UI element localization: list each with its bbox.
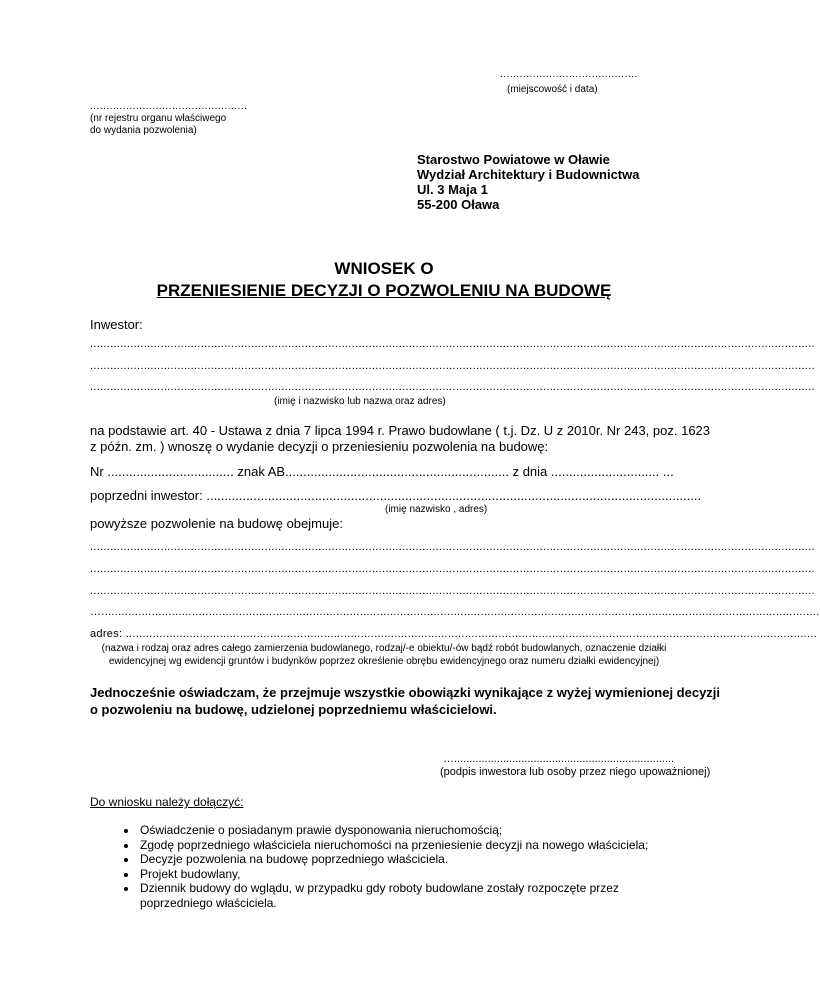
investor-line-3[interactable]: ........................................................................................................................................................................................................................ bbox=[90, 381, 815, 393]
permit-number-line[interactable]: Nr ................................... znak AB.............................................................. z dnia .............................. ... bbox=[90, 464, 674, 479]
place-date-dots[interactable]: .......................................... bbox=[500, 69, 638, 80]
attachment-item: • Oświadczenie o posiadanym prawie dysponowania nieruchomością; bbox=[138, 823, 738, 838]
attachments-list bbox=[88, 823, 738, 910]
address-line[interactable]: adres: .............................................................................................................................................................................................................. bbox=[90, 628, 818, 640]
signature-caption: (podpis inwestora lub osoby przez niego upoważnionej) bbox=[440, 766, 711, 778]
form-title-line-2-text: PRZENIESIENIE DECYZJI O POZWOLENIU NA BUDOWĘ bbox=[156, 281, 612, 300]
scope-line-1[interactable]: ........................................................................................................................................................................................................................ bbox=[90, 541, 815, 553]
recipient-line-4: 55-200 Oława bbox=[417, 197, 500, 212]
recipient-line-3: Ul. 3 Maja 1 bbox=[417, 182, 488, 197]
scope-line-4[interactable]: …...................................................................................................................................................................................................................... bbox=[90, 606, 820, 618]
scope-label: powyższe pozwolenie na budowę obejmuje: bbox=[90, 516, 343, 531]
register-label-2: do wydania pozwolenia) bbox=[90, 125, 197, 136]
place-date-label: (miejscowość i data) bbox=[507, 84, 598, 95]
recipient-address bbox=[417, 152, 639, 212]
investor-caption: (imię i nazwisko lub nazwa oraz adres) bbox=[274, 396, 446, 407]
register-number-dots[interactable]: ................................................ bbox=[90, 101, 248, 112]
declaration-line-2: o pozwoleniu na budowę, udzielonej poprzedniemu właścicielowi. bbox=[90, 702, 497, 717]
legal-basis-line-2: z późn. zm. ) wnoszę o wydanie decyzji o przeniesieniu pozwolenia na budowę: bbox=[90, 439, 549, 454]
scope-line-3[interactable]: ........................................................................................................................................................................................................................ bbox=[90, 585, 815, 597]
investor-line-2[interactable]: ........................................................................................................................................................................................................................ bbox=[90, 360, 815, 372]
legal-basis-line-1: na podstawie art. 40 - Ustawa z dnia 7 lipca 1994 r. Prawo budowlane ( t.j. Dz. U z 2010r. Nr 243, poz. 1623 bbox=[90, 423, 711, 438]
attachment-item: • Projekt budowlany, bbox=[138, 867, 738, 882]
recipient-line-2: Wydział Architektury i Budownictwa bbox=[417, 167, 640, 182]
attachment-item: • Decyzje pozwolenia na budowę poprzedniego właściciela. bbox=[138, 852, 738, 867]
address-caption-2: ewidencyjnej wg ewidencji gruntów i budynków poprzez określenie obrębu ewidencyjnego oraz numeru działki ewidencyjnej) bbox=[108, 656, 660, 667]
investor-label: Inwestor: bbox=[90, 317, 143, 332]
signature-dots[interactable]: …........................................................................ bbox=[443, 753, 675, 765]
form-title-line-2 bbox=[0, 281, 768, 301]
previous-investor-caption: (imię nazwisko , adres) bbox=[385, 504, 488, 515]
attachments-heading: Do wniosku należy dołączyć: bbox=[90, 795, 244, 809]
attachment-item: • Zgodę poprzedniego właściciela nieruchomości na przeniesienie decyzji na nowego właściciela; bbox=[138, 838, 738, 853]
attachment-item: • Dziennik budowy do wglądu, w przypadku gdy roboty budowlane zostały rozpoczęte przez poprzedniego właściciela. bbox=[138, 881, 660, 910]
scope-line-2[interactable]: ........................................................................................................................................................................................................................ bbox=[90, 563, 815, 575]
previous-investor-line[interactable]: poprzedni inwestor: ......................................................................................................................................... bbox=[90, 488, 702, 503]
register-label-1: (nr rejestru organu właściwego bbox=[90, 113, 227, 124]
recipient-line-1: Starostwo Powiatowe w Oławie bbox=[417, 152, 610, 167]
investor-line-1[interactable]: ........................................................................................................................................................................................................................ bbox=[90, 338, 815, 350]
address-caption-1: (nazwa i rodzaj oraz adres całego zamierzenia budowlanego, rodzaj/-e obiektu/-ów bądź robót budowlanych, oznaczenie działki bbox=[101, 643, 667, 654]
declaration-line-1: Jednocześnie oświadczam, że przejmuje wszystkie obowiązki wynikające z wyżej wymienionej decyzji bbox=[90, 685, 721, 700]
form-title-line-1: WNIOSEK O bbox=[334, 259, 434, 278]
